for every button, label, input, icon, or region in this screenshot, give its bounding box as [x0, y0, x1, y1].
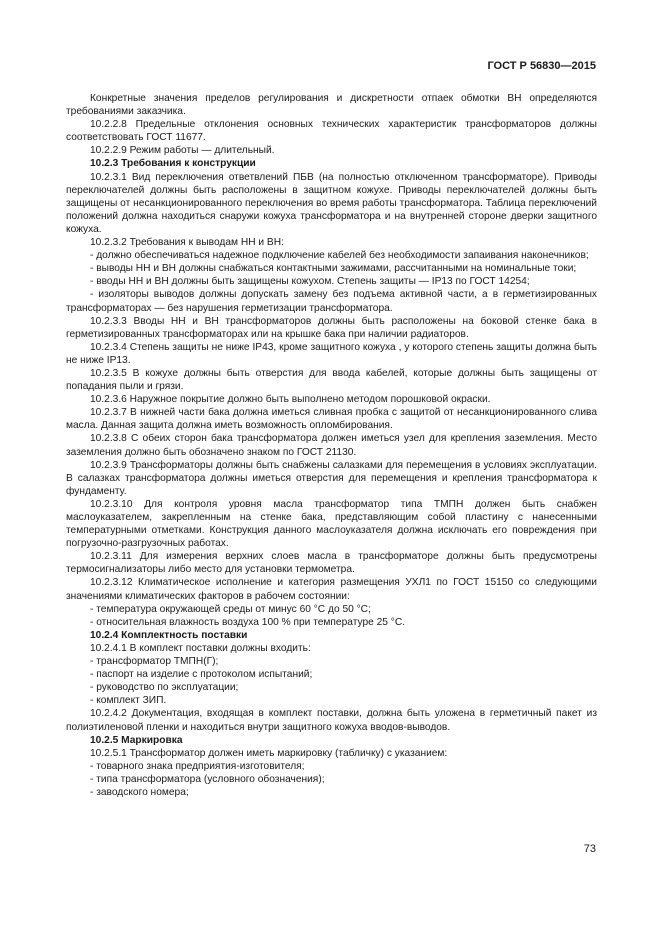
paragraph: 10.2.2.8 Предельные отклонения основных технических характеристик трансформаторов должны соответствовать ГОСТ 11677.: [66, 119, 597, 144]
list-item: - типа трансформатора (условного обозначения);: [90, 773, 325, 785]
paragraph: 10.2.3.5 В кожухе должны быть отверстия для ввода кабелей, которые должны быть защищены от попадания пыли и грязи.: [66, 367, 597, 393]
document-header: ГОСТ Р 56830—2015: [487, 60, 596, 72]
section-heading: 10.2.5 Маркировка: [90, 734, 183, 746]
list-item: - относительная влажность воздуха 100 % при температуре 25 °С.: [90, 616, 406, 628]
list-item: - трансформатор ТМПН(Г);: [90, 656, 219, 668]
paragraph: 10.2.3.7 В нижней части бака должна иметься сливная пробка с защитой от несанкционированного слива масла. Данная защита должна иметь возможность опломбирования.: [66, 407, 597, 432]
list-item: - вводы НН и ВН должны быть защищены кожухом. Степень защиты — IP13 по ГОСТ 14254;: [90, 276, 530, 288]
list-item: - температура окружающей среды от минус 60 °С до 50 °С;: [90, 603, 371, 615]
list-item: - комплект ЗИП.: [90, 695, 167, 707]
paragraph: 10.2.3.12 Климатическое исполнение и категория размещения УХЛ1 по ГОСТ 15150 со следующими значениями климатических факторов в рабочем состоянии:: [66, 577, 597, 602]
paragraph: 10.2.3.8 С обеих сторон бака трансформатора должен иметься узел для крепления заземления. Место заземления должно быть обозначено знаком по ГОСТ 21130.: [66, 433, 597, 458]
list-item: - паспорт на изделие с протоколом испытаний;: [90, 669, 313, 681]
paragraph: 10.2.4.1 В комплект поставки должны входить:: [90, 642, 311, 654]
paragraph: 10.2.4.2 Документация, входящая в комплект поставки, должна быть уложена в герметичный пакет из полиэтиленовой пленки и находиться внутри защитного кожуха вводов-выводов.: [66, 708, 597, 733]
list-item: - товарного знака предприятия-изготовителя;: [90, 760, 305, 772]
paragraph: Конкретные значения пределов регулирования и дискретности отпаек обмотки ВН определяются требованиями заказчика.: [66, 93, 597, 118]
paragraph: 10.2.2.9 Режим работы — длительный.: [90, 145, 275, 157]
list-item: - заводского номера;: [90, 786, 189, 798]
paragraph: 10.2.5.1 Трансформатор должен иметь маркировку (табличку) с указанием:: [90, 747, 448, 759]
section-heading: 10.2.3 Требования к конструкции: [90, 158, 256, 170]
paragraph: 10.2.3.3 Вводы НН и ВН трансформаторов должны быть расположены на боковой стенке бака в герметизированных трансформаторах или на крышке бака при наличии радиаторов.: [66, 315, 597, 340]
list-item: - руководство по эксплуатации;: [90, 682, 239, 694]
paragraph: 10.2.3.9 Трансформаторы должны быть снабжены салазками для перемещения в условиях эксплуатации. В салазках трансформатора должны иметься отверстия для перемещения и крепления трансформатора к фундаменту.: [66, 459, 597, 497]
list-item: - должно обеспечиваться надежное подключение кабелей без необходимости запаивания наконечников;: [90, 250, 589, 262]
paragraph: 10.2.3.10 Для контроля уровня масла трансформатор типа ТМПН должен быть снабжен маслоуказателем, закрепленным на стенке бака, представляющим собой пластину с нанесенными температурными отметками. Конструкция данного маслоуказателя должна исключать его повреждения при погрузочно-разгрузочных работах.: [66, 498, 597, 550]
paragraph: 10.2.3.11 Для измерения верхних слоев масла в трансформаторе должны быть предусмотрены термосигнализаторы либо место для установки термометра.: [66, 551, 597, 576]
paragraph: 10.2.3.1 Вид переключения ответвлений ПБВ (на полностью отключенном трансформаторе). Приводы переключателей должны быть расположены в защитном кожухе. Приводы переключателей должны быть защищены от несанкционированного переключения во время работы трансформатора. Таблица переключений положений должна находиться снаружи кожуха трансформатора и на внутренней стороне дверки защитного кожуха.: [66, 171, 597, 235]
list-item: - изоляторы выводов должны допускать замену без подъема активной части, а в герметизированных трансформаторах — без нарушения герметизации трансформатора.: [66, 289, 597, 314]
section-heading: 10.2.4 Комплектность поставки: [90, 629, 248, 641]
paragraph: 10.2.3.4 Степень защиты не ниже IP43, кроме защитного кожуха , у которого степень защиты должна быть не ниже IP13.: [66, 341, 597, 366]
list-item: - выводы НН и ВН должны снабжаться контактными зажимами, рассчитанными на номинальные токи;: [90, 263, 577, 275]
document-body: [66, 92, 597, 799]
paragraph: 10.2.3.2 Требования к выводам НН и ВН:: [90, 237, 284, 249]
paragraph: 10.2.3.6 Наружное покрытие должно быть выполнено методом порошковой окраски.: [90, 394, 491, 406]
page-number: 73: [583, 843, 596, 855]
